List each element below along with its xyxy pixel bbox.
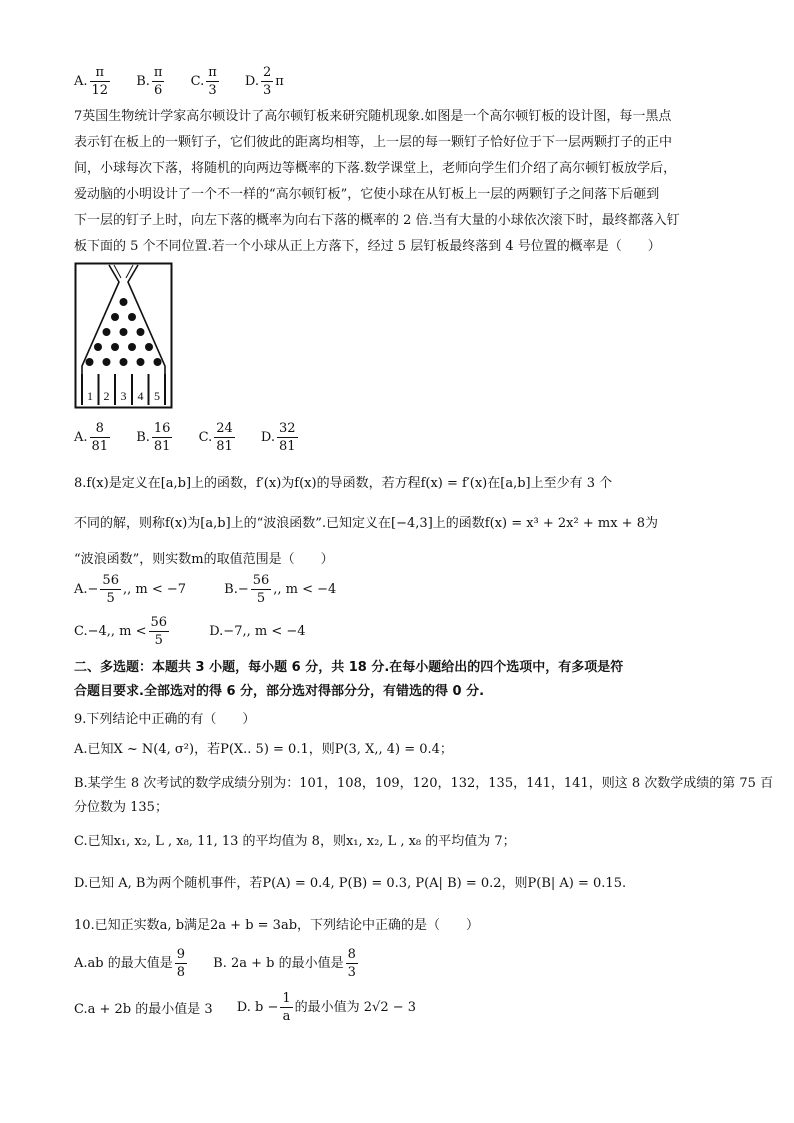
q10-option-b: B. 2a + b 的最小值是 $\frac{8}{3}$ xyxy=(213,947,356,980)
q7-option-c: C. $\frac{24}{81}$ xyxy=(198,421,233,454)
q6-option-c: C. $\frac{\pi}{3}$ xyxy=(190,65,217,98)
galton-board-drawing xyxy=(74,262,174,410)
q7-line-4: 爱动脑的小明设计了一个不一样的“高尔顿钉板”，它使小球在从钉板上一层的两颗钉子之间落下后砸到 xyxy=(74,187,660,202)
q6-options xyxy=(74,64,284,99)
bin-label-2: 2 xyxy=(103,389,110,403)
q7-line-6: 板下面的 5 个不同位置.若一个小球从正上方落下，经过 5 层钉板最终落到 4 号位置的概率是（ ） xyxy=(74,239,661,254)
q8-option-b: B.− $\frac{56}{5}$ ,, m < −4 xyxy=(224,573,337,606)
q8-options-row-1 xyxy=(74,572,336,607)
q9-stem: 9.下列结论中正确的有（ ） xyxy=(74,712,256,727)
q7-option-a: A. $\frac{8}{81}$ xyxy=(74,421,109,454)
section-2-header-line-2: 合题目要求.全部选对的得 6 分，部分选对得部分分，有错选的得 0 分. xyxy=(74,684,485,699)
q7-line-2: 表示钉在板上的一颗钉子，它们彼此的距离均相等，上一层的每一颗钉子恰好位于下一层两颗打子的正中 xyxy=(74,135,673,150)
q6-option-b: B. $\frac{\pi}{6}$ xyxy=(136,65,163,98)
q9-option-d: D.已知 A, B为两个随机事件，若P(A) = 0.4, P(B) = 0.3, P(A| B) = 0.2，则P(B| A) = 0.15. xyxy=(74,876,627,891)
galton-board-figure xyxy=(74,262,174,414)
bin-label-4: 4 xyxy=(137,389,144,403)
q10-options-row-1 xyxy=(74,946,360,981)
q7-line-5: 下一层的钉子上时，向左下落的概率为向右下落的概率的 2 倍.当有大量的小球依次滚下时，最终都落入钉 xyxy=(74,213,680,228)
q9-option-b-line-1: B.某学生 8 次考试的数学成绩分别为：101，108，109，120，132，135，141，141，则这 8 次数学成绩的第 75 百 xyxy=(74,776,774,791)
q9-option-a: A.已知X ~ N(4, σ²)，若P(X.. 5) = 0.1，则P(3, X,, 4) = 0.4； xyxy=(74,742,453,757)
q10-option-c: C.a + 2b 的最小值是 3 xyxy=(74,1002,213,1017)
q10-stem: 10.已知正实数a, b满足2a + b = 3ab，下列结论中正确的是（ ） xyxy=(74,918,480,933)
q8-options-row-2 xyxy=(74,614,306,649)
q7-line-3: 间，小球每次下落，将随机的向两边等概率的下落.数学课堂上，老师向学生们介绍了高尔顿钉板放学后， xyxy=(74,161,677,176)
bin-label-1: 1 xyxy=(87,389,93,403)
q10-option-d: D. b − $\frac{1}{a}$ 的最小值为 2√2 − 3 xyxy=(236,991,417,1024)
bin-label-5: 5 xyxy=(154,389,160,403)
q8-option-c: C.−4,, m < $\frac{56}{5}$ xyxy=(74,615,168,648)
q9-option-c: C.已知x₁, x₂, L , x₈, 11, 13 的平均值为 8，则x₁, x₂, L , x₈ 的平均值为 7； xyxy=(74,834,516,849)
q8-line-1: 8.f(x)是定义在[a,b]上的函数，f′(x)为f(x)的导函数，若方程f(x) = f′(x)在[a,b]上至少有 3 个 xyxy=(74,476,613,491)
q7-line-1: 7英国生物统计学家高尔顿设计了高尔顿钉板来研究随机现象.如图是一个高尔顿钉板的设计图，每一黑点 xyxy=(74,109,672,124)
q6-option-d: D. $\frac{2}{3}$ π xyxy=(244,65,284,98)
section-2-header-line-1: 二、多选题：本题共 3 小题，每小题 6 分，共 18 分.在每小题给出的四个选项中，有多项是符 xyxy=(74,660,624,675)
q7-options xyxy=(74,420,300,455)
q8-option-d: D.−7,, m < −4 xyxy=(209,624,306,639)
q7-option-d: D. $\frac{32}{81}$ xyxy=(260,421,296,454)
q10-options-row-2 xyxy=(74,990,416,1025)
bin-label-3: 3 xyxy=(120,389,127,403)
q8-line-2: 不同的解，则称f(x)为[a,b]上的“波浪函数”.已知定义在[−4,3]上的函数f(x) = x³ + 2x² + mx + 8为 xyxy=(74,516,658,531)
q10-option-a: A.ab 的最大值是 $\frac{9}{8}$ xyxy=(74,947,186,980)
q7-option-b: B. $\frac{16}{81}$ xyxy=(136,421,171,454)
q6-option-a: A. $\frac{\pi}{12}$ xyxy=(74,65,109,98)
q8-option-a: A.− $\frac{56}{5}$ ,, m < −7 xyxy=(74,573,187,606)
q9-option-b-line-2: 分位数为 135； xyxy=(74,800,168,815)
q8-line-3: “波浪函数”，则实数m的取值范围是（ ） xyxy=(74,552,334,567)
